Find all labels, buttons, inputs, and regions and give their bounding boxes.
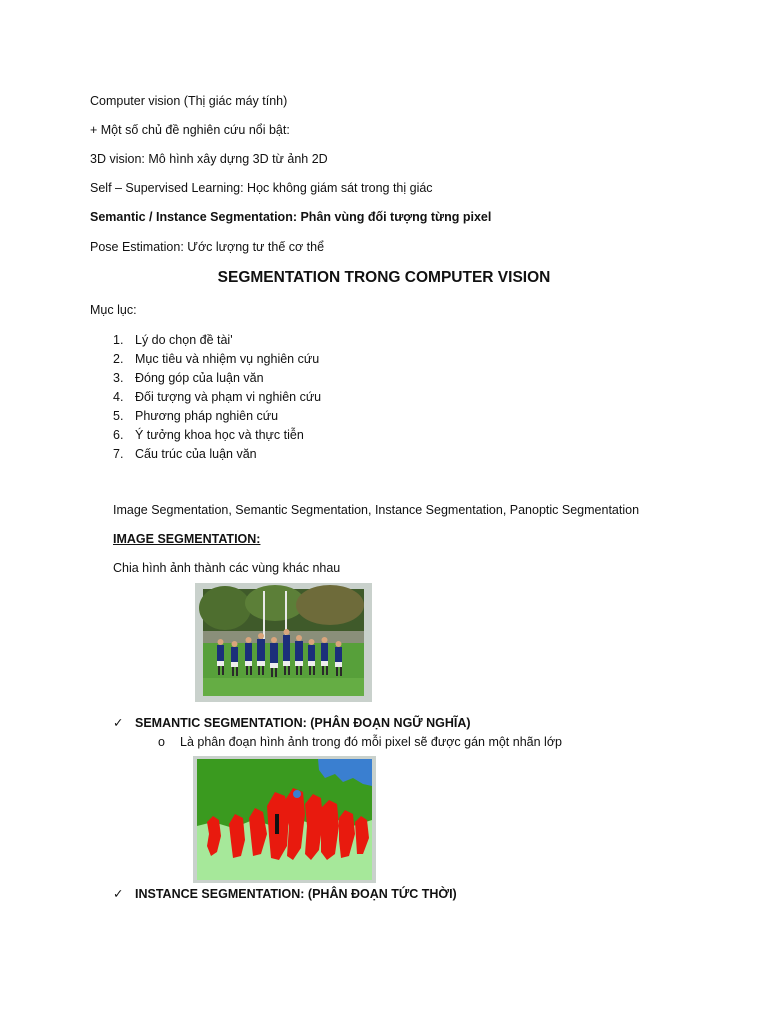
segmentation-types: Image Segmentation, Semantic Segmentation, Instance Segmentation, Panoptic Segmentation xyxy=(113,503,640,517)
toc-item-text: Cấu trúc của luận văn xyxy=(135,447,257,461)
toc-item xyxy=(113,426,321,445)
toc-item xyxy=(113,369,321,388)
toc-item xyxy=(113,445,321,464)
toc-item-text: Ý tưởng khoa học và thực tiễn xyxy=(135,428,304,442)
toc-item-number: 1. xyxy=(113,333,124,347)
toc-item-text: Đối tượng và phạm vi nghiên cứu xyxy=(135,390,322,404)
toc-item-text: Mục tiêu và nhiệm vụ nghiên cứu xyxy=(135,352,320,366)
toc-item-text: Phương pháp nghiên cứu xyxy=(135,409,279,423)
image-segmentation-desc: Chia hình ảnh thành các vùng khác nhau xyxy=(113,561,341,575)
toc-item-number: 6. xyxy=(113,428,124,442)
instance-heading: INSTANCE SEGMENTATION: (PHÂN ĐOẠN TỨC THỜI) xyxy=(135,887,457,901)
semantic-desc: Là phân đoạn hình ảnh trong đó mỗi pixel sẽ được gán một nhãn lớp xyxy=(180,735,562,749)
circle-bullet-icon: o xyxy=(158,735,165,749)
intro-line-4: Self – Supervised Learning: Học không giám sát trong thị giác xyxy=(90,181,433,195)
toc-item-text: Lý do chọn đề tài' xyxy=(135,333,233,347)
semantic-desc-row xyxy=(158,735,562,749)
checkmark-icon: ✓ xyxy=(113,716,124,730)
toc-item xyxy=(113,331,321,350)
intro-line-2: + Một số chủ đề nghiên cứu nổi bật: xyxy=(90,123,290,137)
toc-item-number: 7. xyxy=(113,447,124,461)
checkmark-icon: ✓ xyxy=(113,887,124,901)
rugby-photo xyxy=(195,583,372,702)
toc-item xyxy=(113,350,321,369)
instance-heading-row xyxy=(113,886,457,901)
toc-item-number: 4. xyxy=(113,390,124,404)
intro-line-1: Computer vision (Thị giác máy tính) xyxy=(90,94,288,108)
toc-item-text: Đóng góp của luận văn xyxy=(135,371,264,385)
intro-line-5: Semantic / Instance Segmentation: Phân vùng đối tượng từng pixel xyxy=(90,210,492,224)
toc-item-number: 5. xyxy=(113,409,124,423)
document-title: SEGMENTATION TRONG COMPUTER VISION xyxy=(217,269,551,286)
semantic-segmentation-image xyxy=(193,756,376,883)
toc-heading: Mục lục: xyxy=(90,303,137,317)
toc-item xyxy=(113,407,321,426)
semantic-heading: SEMANTIC SEGMENTATION: (PHÂN ĐOẠN NGỮ NGHĨA) xyxy=(135,716,471,730)
intro-line-6: Pose Estimation: Ước lượng tư thế cơ thể xyxy=(90,240,325,254)
toc-item-number: 3. xyxy=(113,371,124,385)
toc-list xyxy=(113,331,321,464)
toc-item-number: 2. xyxy=(113,352,124,366)
image-segmentation-heading: IMAGE SEGMENTATION: xyxy=(113,532,261,546)
semantic-heading-row xyxy=(113,715,471,730)
toc-item xyxy=(113,388,321,407)
intro-line-3: 3D vision: Mô hình xây dựng 3D từ ảnh 2D xyxy=(90,152,328,166)
